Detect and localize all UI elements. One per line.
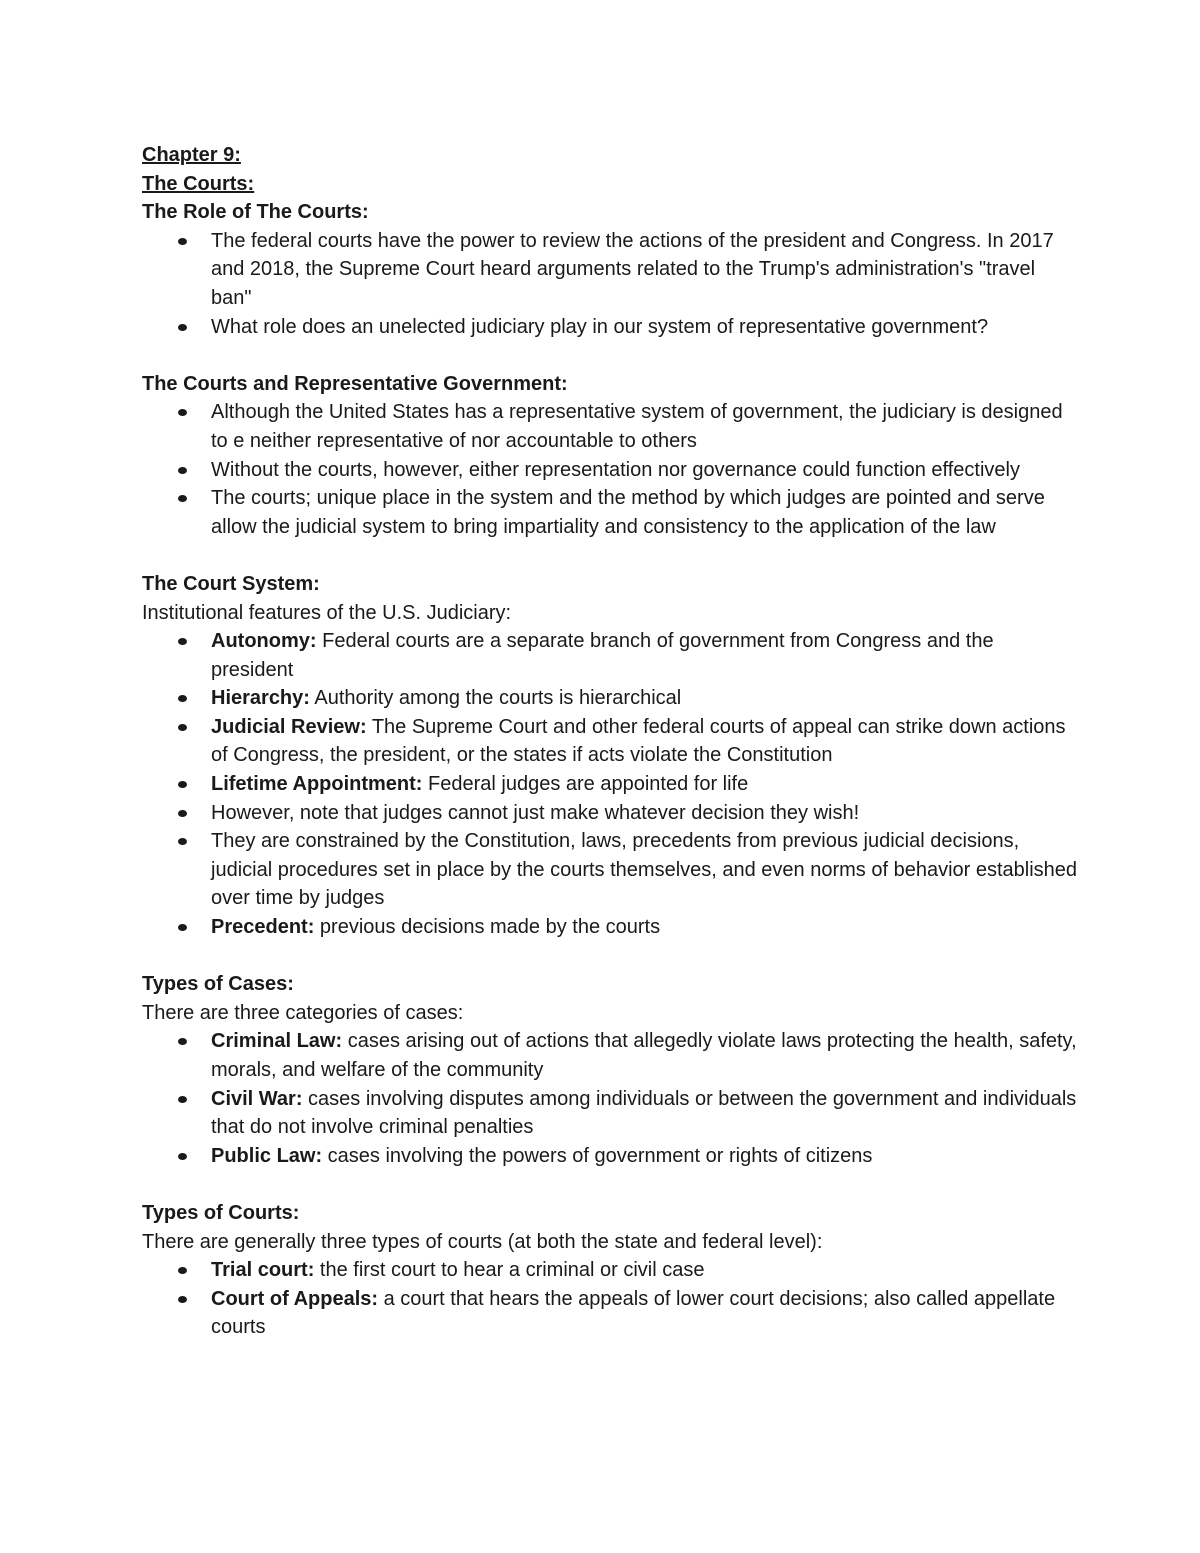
bullet-dot-icon: [178, 924, 187, 931]
item-text: Federal courts are a separate branch of government from Congress and the president: [211, 630, 994, 681]
list-item: [211, 1027, 1080, 1084]
section-intro: There are three categories of cases:: [142, 1001, 464, 1024]
bullet-dot-icon: [178, 495, 187, 502]
item-text: Without the courts, however, either representation nor governance could function effectively: [211, 458, 1020, 481]
item-text: Authority among the courts is hierarchical: [309, 687, 682, 710]
item-text: cases involving disputes among individuals or between the government and individuals that do not involve criminal penalties: [211, 1087, 1077, 1139]
list-item: [211, 484, 1080, 541]
term-label: Trial court:: [211, 1259, 315, 1282]
bullet-list: [142, 1256, 1080, 1342]
term-label: Public Law:: [211, 1144, 323, 1167]
bullet-dot-icon: [178, 1267, 187, 1274]
item-text: The courts; unique place in the system and the method by which judges are pointed and serve allow the judicial system to bring impartiality and consistency to the application of the law: [211, 487, 1045, 538]
bullet-dot-icon: [178, 724, 187, 731]
item-text: cases involving the powers of government or rights of citizens: [322, 1144, 873, 1167]
bullet-dot-icon: [178, 838, 187, 845]
bullet-dot-icon: [178, 238, 187, 245]
term-label: Civil War:: [211, 1087, 303, 1110]
bullet-list: [142, 227, 1080, 341]
sections-container: [142, 198, 1080, 1342]
list-item: [211, 1142, 1080, 1171]
section-spacer: [142, 541, 1080, 570]
bullet-dot-icon: [178, 638, 187, 645]
term-label: Court of Appeals:: [211, 1287, 379, 1310]
bullet-dot-icon: [178, 324, 187, 331]
term-label: Criminal Law:: [211, 1030, 343, 1053]
bullet-list: [142, 627, 1080, 942]
term-label: Autonomy:: [211, 630, 317, 653]
section-heading: The Courts and Representative Government:: [142, 372, 568, 395]
bullet-dot-icon: [178, 1153, 187, 1160]
list-item: [211, 227, 1080, 313]
bullet-dot-icon: [178, 781, 187, 788]
item-text: the first court to hear a criminal or civil case: [314, 1259, 705, 1282]
list-item: [211, 456, 1080, 485]
list-item: [211, 770, 1080, 799]
section-spacer: [142, 1170, 1080, 1199]
section-heading: Types of Courts:: [142, 1201, 300, 1224]
section-intro: There are generally three types of courts (at both the state and federal level):: [142, 1230, 823, 1253]
chapter-title: Chapter 9:: [142, 144, 241, 166]
bullet-list: [142, 1027, 1080, 1170]
section-heading: The Role of The Courts:: [142, 201, 369, 224]
term-label: Hierarchy:: [211, 687, 310, 710]
term-label: Judicial Review:: [211, 715, 367, 738]
item-text: The federal courts have the power to review the actions of the president and Congress. In 2017 and 2018, the Supreme Court heard arguments related to the Trump's administration's "travel ban": [211, 229, 1054, 309]
item-text: However, note that judges cannot just make whatever decision they wish!: [211, 801, 860, 824]
list-item: [211, 913, 1080, 942]
item-text: Federal judges are appointed for life: [422, 773, 749, 796]
term-label: Lifetime Appointment:: [211, 773, 423, 796]
bullet-dot-icon: [178, 467, 187, 474]
section-title: The Courts:: [142, 172, 255, 195]
term-label: Precedent:: [211, 916, 315, 939]
list-item: [211, 827, 1080, 913]
bullet-dot-icon: [178, 1038, 187, 1045]
item-text: Although the United States has a representative system of government, the judiciary is designed to e neither representative of nor accountable to others: [211, 401, 1063, 452]
item-text: They are constrained by the Constitution, laws, precedents from previous judicial decisions, judicial procedures set in place by the courts themselves, and even norms of behavior established over time by judges: [211, 830, 1078, 910]
item-text: What role does an unelected judiciary play in our system of representative government?: [211, 315, 989, 338]
bullet-list: [142, 398, 1080, 541]
bullet-dot-icon: [178, 1096, 187, 1103]
section-intro: Institutional features of the U.S. Judiciary:: [142, 601, 512, 624]
list-item: [211, 627, 1080, 684]
list-item: [211, 398, 1080, 455]
list-item: [211, 799, 1080, 828]
item-text: a court that hears the appeals of lower court decisions; also called appellate courts: [211, 1287, 1056, 1339]
section-heading: The Court System:: [142, 572, 320, 595]
list-item: [211, 684, 1080, 713]
list-item: [211, 1256, 1080, 1285]
item-text: cases arising out of actions that allegedly violate laws protecting the health, safety, morals, and welfare of the community: [211, 1030, 1077, 1081]
section-spacer: [142, 942, 1080, 971]
list-item: [211, 1285, 1080, 1342]
list-item: [211, 1085, 1080, 1142]
item-text: previous decisions made by the courts: [314, 916, 661, 939]
bullet-dot-icon: [178, 695, 187, 702]
item-text: The Supreme Court and other federal courts of appeal can strike down actions of Congress, the president, or the states if acts violate the Constitution: [211, 715, 1066, 767]
bullet-dot-icon: [178, 1296, 187, 1303]
list-item: [211, 713, 1080, 770]
bullet-dot-icon: [178, 409, 187, 416]
section-heading: Types of Cases:: [142, 973, 294, 996]
section-spacer: [142, 341, 1080, 370]
list-item: [211, 313, 1080, 342]
bullet-dot-icon: [178, 810, 187, 817]
